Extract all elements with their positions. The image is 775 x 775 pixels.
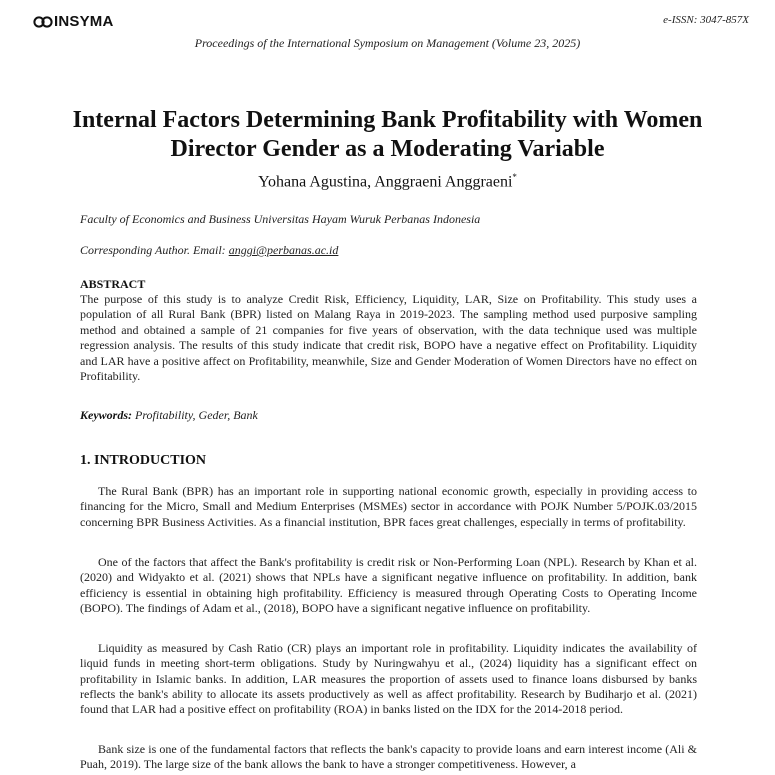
keywords-text: Profitability, Geder, Bank [135,408,258,422]
abstract-text: The purpose of this study is to analyze Credit Risk, Efficiency, Liquidity, LAR, Size on Profitability. This study uses a population of all Rural Bank (BPR) listed on Malang Raya in 2019-2023. The sampling method used purposive sampling method and obtained a sample of 21 companies for five years of observation, with the data technique used was multiple regression analysis. The results of this study indicate that credit risk, BOPO have a negative effect on Profitability. Liquidity and LAR have a positive affect on Profitability, meanwhile, Size and Gender Moderation of Women Directors have no effect on Profitability. [80,292,697,384]
journal-logo [33,13,114,30]
issn: e-ISSN: 3047-857X [663,14,749,26]
intro-paragraph: One of the factors that affect the Bank's profitability is credit risk or Non-Performing Loan (NPL). Research by Khan et al. (2020) and Widyakto et al. (2021) shows that NPLs have a significant negative influence on profitability. In addition, bank efficiency is essential in obtaining high profitability. Efficiency is measured through Operating Costs to Operating Income (BOPO). The findings of Adam et al., (2018), BOPO have a significant negative influence on profitability. [80,555,697,615]
logo-text: INSYMA [54,13,114,30]
affiliation: Faculty of Economics and Business Universitas Hayam Wuruk Perbanas Indonesia [80,212,481,226]
section-heading-introduction: 1. INTRODUCTION [80,453,207,468]
proceedings-header: Proceedings of the International Symposium on Management (Volume 23, 2025) [194,36,581,50]
keywords-label: Keywords: [80,408,132,422]
insyma-logo-icon [33,15,53,29]
corresponding-label: Corresponding Author. Email: [80,243,226,257]
corresponding-email-link[interactable]: anggi@perbanas.ac.id [228,243,339,257]
intro-paragraph: The Rural Bank (BPR) has an important role in supporting national economic growth, especially in providing access to financing for the Micro, Small and Medium Enterprises (MSMEs) sector in accordance with POJK Number 5/POJK.03/2015 concerning BPR Business Activities. As a financial institution, BPR faces great challenges, especially in terms of profitability. [80,484,697,529]
intro-paragraph: Liquidity as measured by Cash Ratio (CR) plays an important role in profitability. Liquidity indicates the availability of liquid funds in meeting short-term obligations. Study by Nuringwahyu et al., (2024) liquidity has a significant effect on profitability in Islamic banks. In addition, LAR measures the proportion of assets used to finance loans disbursed by banks reflects the bank's ability to allocate its assets productively as well as affect profitability. Research by Budiharjo et al. (2021) found that LAR had a positive effect on profitability (ROA) in banks listed on the IDX for the 2014-2018 period. [80,641,697,717]
intro-paragraph: Bank size is one of the fundamental factors that reflects the bank's capacity to provide loans and earn interest income (Ali & Puah, 2019). The large size of the bank allows the bank to have a stronger competitiveness. However, a [80,742,697,772]
paper-title: Internal Factors Determining Bank Profitability with Women Director Gender as a Moderating Variable [72,107,703,162]
corresponding-author [80,243,338,258]
abstract-heading: ABSTRACT [80,277,146,291]
corresponding-author-mark: * [512,172,517,182]
author-names: Yohana Agustina, Anggraeni Anggraeni [258,173,513,191]
authors [0,172,775,191]
keywords [80,408,258,423]
